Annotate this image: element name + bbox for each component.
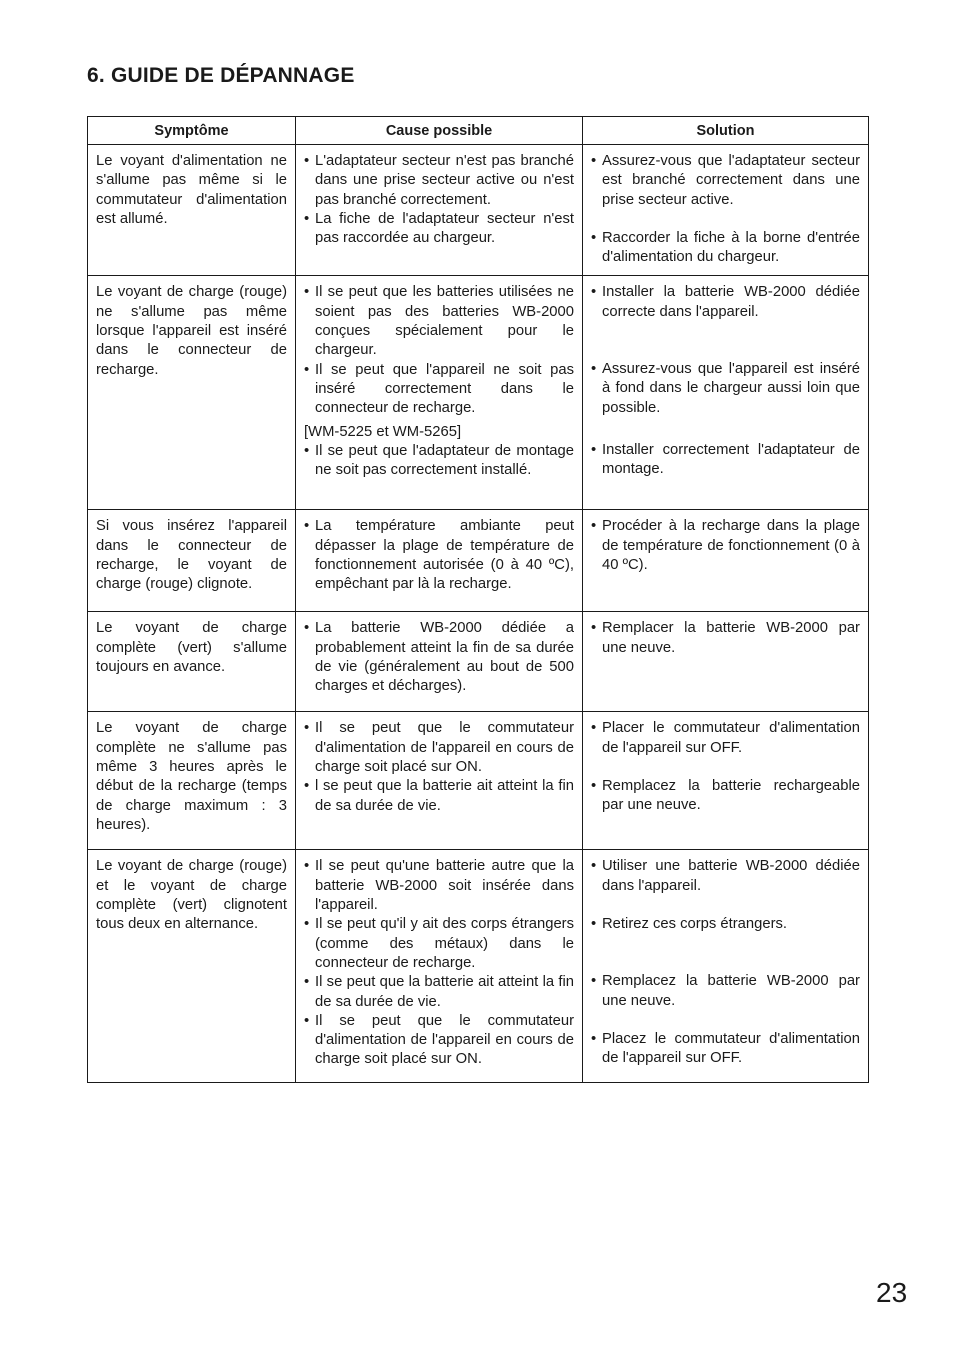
model-note: [WM-5225 et WM-5265] bbox=[304, 423, 462, 440]
symptom-cell: Si vous insérez l'appareil dans le connecteur de recharge, le voyant de charge (rouge) clignote. bbox=[88, 510, 296, 612]
solution-text: Placer le commutateur d'alimentation de l'appareil sur OFF. bbox=[602, 720, 860, 756]
symptom-cell: Le voyant de charge (rouge) et le voyant de charge complète (vert) clignotent tous deux en alternance. bbox=[88, 850, 296, 1083]
cause-text: Il se peut qu'il y ait des corps étrangers (comme des métaux) dans le connecteur de recharge. bbox=[315, 916, 574, 971]
cause-cell bbox=[296, 612, 583, 712]
solution-item bbox=[591, 517, 860, 575]
solution-cell bbox=[583, 712, 869, 850]
solution-item bbox=[591, 719, 860, 758]
bullet: • bbox=[591, 720, 597, 737]
cause-item bbox=[304, 777, 574, 816]
cause-text: La batterie WB-2000 dédiée a probablement atteint la fin de sa durée de vie (généralement au bout de 500 charges et décharges). bbox=[315, 620, 574, 695]
cause-item bbox=[304, 973, 574, 1012]
cause-text: l se peut que la batterie ait atteint la fin de sa durée de vie. bbox=[315, 778, 574, 814]
solution-text: Installer la batterie WB-2000 dédiée correcte dans l'appareil. bbox=[602, 284, 860, 320]
solution-item bbox=[591, 152, 860, 210]
bullet: • bbox=[304, 284, 310, 301]
bullet: • bbox=[304, 620, 310, 637]
solution-cell bbox=[583, 276, 869, 510]
cause-item bbox=[304, 283, 574, 360]
cause-text: Il se peut que le commutateur d'alimentation de l'appareil en cours de charge soit placé sur ON. bbox=[315, 1012, 574, 1068]
cause-cell bbox=[296, 712, 583, 850]
table-row bbox=[88, 850, 869, 1083]
cause-text: Il se peut qu'une batterie autre que la batterie WB-2000 soit insérée dans l'appareil. bbox=[315, 858, 574, 914]
bullet: • bbox=[304, 361, 310, 378]
cause-item bbox=[304, 915, 574, 973]
cause-text: Il se peut que l'adaptateur de montage ne soit pas correctement installé. bbox=[315, 442, 574, 479]
solution-text: Remplacez la batterie WB-2000 par une neuve. bbox=[602, 973, 860, 1009]
cause-text: Il se peut que le commutateur d'alimentation de l'appareil en cours de charge soit placé sur ON. bbox=[315, 720, 574, 776]
solution-text: Raccorder la fiche à la borne d'entrée d'alimentation du chargeur. bbox=[602, 229, 860, 266]
bullet: • bbox=[591, 620, 597, 637]
bullet: • bbox=[591, 916, 597, 933]
bullet: • bbox=[304, 974, 310, 991]
bullet: • bbox=[591, 1030, 597, 1047]
bullet: • bbox=[304, 442, 310, 459]
cause-cell bbox=[296, 510, 583, 612]
cause-item bbox=[304, 517, 574, 594]
cause-text: Il se peut que les batteries utilisées ne soient pas des batteries WB-2000 conçues spécialement pour le chargeur. bbox=[315, 284, 574, 359]
solution-text: Installer correctement l'adaptateur de montage. bbox=[602, 441, 860, 478]
cause-cell bbox=[296, 276, 583, 510]
solution-text: Assurez-vous que l'adaptateur secteur est branché correctement dans une prise secteur active. bbox=[602, 153, 860, 208]
solution-cell bbox=[583, 145, 869, 276]
cause-text: La température ambiante peut dépasser la plage de température de fonctionnement autorisée (0 à 40 ºC), empêchant par là la recharge. bbox=[315, 518, 574, 593]
solution-text: Assurez-vous que l'appareil est inséré à fond dans le chargeur aussi loin que possible. bbox=[602, 361, 860, 416]
solution-text: Procéder à la recharge dans la plage de température de fonctionnement (0 à 40 ºC). bbox=[602, 518, 860, 574]
cause-item bbox=[304, 719, 574, 777]
symptom-cell: Le voyant de charge complète ne s'allume pas même 3 heures après le début de la recharge (temps de charge maximum : 3 heures). bbox=[88, 712, 296, 850]
cause-cell bbox=[296, 850, 583, 1083]
solution-text: Utiliser une batterie WB-2000 dédiée dans l'appareil. bbox=[602, 858, 860, 894]
bullet: • bbox=[591, 284, 597, 301]
symptom-cell: Le voyant de charge (rouge) ne s'allume pas même lorsque l'appareil est inséré dans le connecteur de recharge. bbox=[88, 276, 296, 510]
bullet: • bbox=[304, 1012, 310, 1029]
cause-text: Il se peut que l'appareil ne soit pas inséré correctement dans le connecteur de recharge. bbox=[315, 361, 574, 417]
column-header-symptom: Symptôme bbox=[88, 117, 296, 145]
bullet: • bbox=[591, 518, 597, 535]
cause-text: L'adaptateur secteur n'est pas branché dans une prise secteur active ou n'est pas branché correctement. bbox=[315, 153, 574, 208]
bullet: • bbox=[304, 518, 310, 535]
bullet: • bbox=[304, 858, 310, 875]
solution-text: Placez le commutateur d'alimentation de l'appareil sur OFF. bbox=[602, 1030, 860, 1067]
cause-item bbox=[304, 152, 574, 210]
table-row bbox=[88, 510, 869, 612]
bullet: • bbox=[591, 973, 597, 990]
solution-text: Remplacez la batterie rechargeable par une neuve. bbox=[602, 778, 860, 814]
solution-item bbox=[591, 441, 860, 480]
cause-item bbox=[304, 619, 574, 696]
solution-text: Remplacer la batterie WB-2000 par une neuve. bbox=[602, 620, 860, 656]
cause-item bbox=[304, 1012, 574, 1070]
cause-item bbox=[304, 442, 574, 481]
symptom-cell: Le voyant de charge complète (vert) s'allume toujours en avance. bbox=[88, 612, 296, 712]
table-row bbox=[88, 145, 869, 276]
solution-cell bbox=[583, 510, 869, 612]
page-title: 6. GUIDE DE DÉPANNAGE bbox=[87, 64, 355, 87]
bullet: • bbox=[304, 720, 310, 737]
cause-text: Il se peut que la batterie ait atteint la fin de sa durée de vie. bbox=[315, 974, 574, 1010]
table-row bbox=[88, 712, 869, 850]
bullet: • bbox=[591, 229, 597, 246]
solution-text: Retirez ces corps étrangers. bbox=[602, 916, 788, 933]
bullet: • bbox=[591, 441, 597, 458]
table-header-row bbox=[88, 117, 869, 145]
solution-cell bbox=[583, 850, 869, 1083]
bullet: • bbox=[591, 858, 597, 875]
bullet: • bbox=[591, 361, 597, 378]
cause-item bbox=[304, 361, 574, 419]
solution-item bbox=[591, 972, 860, 1011]
cause-text: La fiche de l'adaptateur secteur n'est pas raccordée au chargeur. bbox=[315, 210, 574, 247]
solution-item bbox=[591, 229, 860, 268]
cause-item bbox=[304, 857, 574, 915]
bullet: • bbox=[591, 778, 597, 795]
table-row bbox=[88, 612, 869, 712]
column-header-solution: Solution bbox=[583, 117, 869, 145]
solution-item bbox=[591, 619, 860, 658]
bullet: • bbox=[591, 153, 597, 169]
bullet: • bbox=[304, 778, 310, 795]
solution-item bbox=[591, 857, 860, 896]
solution-item bbox=[591, 360, 860, 418]
column-header-cause: Cause possible bbox=[296, 117, 583, 145]
bullet: • bbox=[304, 916, 310, 933]
page-number: 23 bbox=[876, 1277, 908, 1308]
solution-item bbox=[591, 1030, 860, 1069]
solution-item bbox=[591, 283, 860, 322]
bullet: • bbox=[304, 153, 310, 169]
solution-item bbox=[591, 915, 860, 934]
cause-item bbox=[304, 210, 574, 249]
solution-cell bbox=[583, 612, 869, 712]
troubleshooting-table bbox=[87, 116, 869, 1083]
cause-cell bbox=[296, 145, 583, 276]
table-row bbox=[88, 276, 869, 510]
solution-item bbox=[591, 777, 860, 816]
symptom-cell: Le voyant d'alimentation ne s'allume pas même si le commutateur d'alimentation est allumé. bbox=[88, 145, 296, 276]
bullet: • bbox=[304, 210, 310, 227]
